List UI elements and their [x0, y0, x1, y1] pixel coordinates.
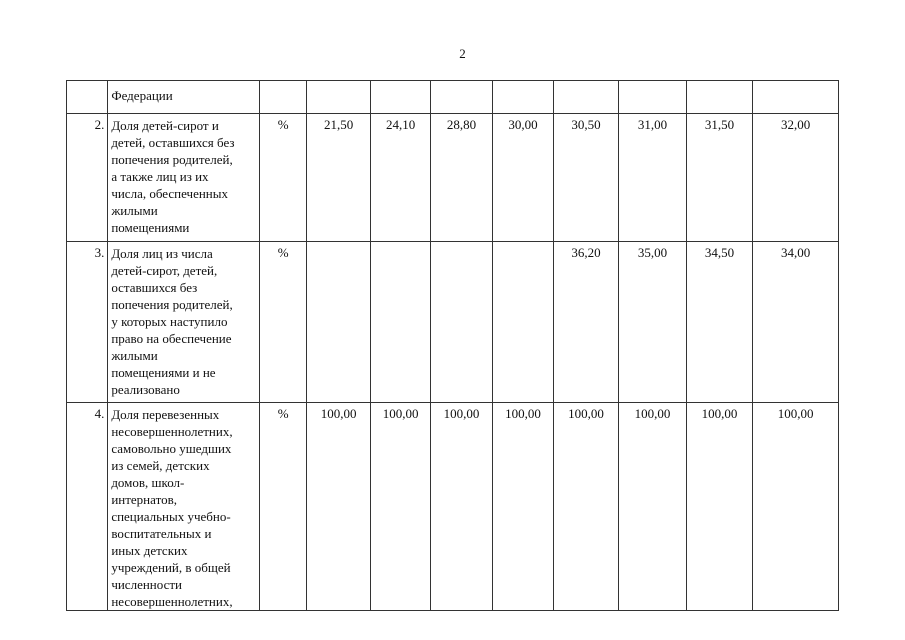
value-cell: 31,00 [619, 114, 687, 242]
value-cell [306, 242, 371, 403]
value-cell: 31,50 [686, 114, 753, 242]
value-cell [371, 242, 430, 403]
indicator-name-cell: Доля детей-сирот и детей, оставшихся без попечения родителей, а также лиц из их числа, обеспеченных жилыми помещениями [108, 114, 260, 242]
value-cell: 36,20 [553, 242, 619, 403]
value-cell: 30,00 [493, 114, 553, 242]
unit-cell: % [260, 114, 306, 242]
value-cell [371, 81, 430, 114]
value-cell [306, 81, 371, 114]
value-cell [553, 81, 619, 114]
value-cell: 100,00 [371, 403, 430, 611]
table-body [67, 81, 839, 611]
indicator-name-cell: Доля перевезенных несовершеннолетних, самовольно ушедших из семей, детских домов, школ- интернатов, специальных учебно- воспитательных и иных детских учреждений, в общей численности несовершеннолетних, [108, 403, 260, 611]
value-cell: 100,00 [686, 403, 753, 611]
value-cell [493, 81, 553, 114]
value-cell: 100,00 [753, 403, 839, 611]
indicator-name-cell: Доля лиц из числа детей-сирот, детей, оставшихся без попечения родителей, у которых наступило право на обеспечение жилыми помещениями и не реализовано [108, 242, 260, 403]
value-cell: 100,00 [619, 403, 687, 611]
row-number-cell: 4. [67, 403, 108, 611]
row-number-cell [67, 81, 108, 114]
unit-cell [260, 81, 306, 114]
table-row [67, 114, 839, 242]
row-number-cell: 3. [67, 242, 108, 403]
indicators-table [66, 80, 839, 611]
value-cell: 34,50 [686, 242, 753, 403]
unit-cell: % [260, 242, 306, 403]
value-cell: 100,00 [306, 403, 371, 611]
value-cell: 100,00 [493, 403, 553, 611]
unit-cell: % [260, 403, 306, 611]
table-row [67, 81, 839, 114]
value-cell [619, 81, 687, 114]
value-cell: 28,80 [430, 114, 492, 242]
value-cell: 100,00 [430, 403, 492, 611]
value-cell [430, 81, 492, 114]
row-number-cell: 2. [67, 114, 108, 242]
value-cell [430, 242, 492, 403]
value-cell: 24,10 [371, 114, 430, 242]
value-cell: 34,00 [753, 242, 839, 403]
value-cell [753, 81, 839, 114]
value-cell [493, 242, 553, 403]
table-row [67, 242, 839, 403]
value-cell: 30,50 [553, 114, 619, 242]
table-row [67, 403, 839, 611]
value-cell: 21,50 [306, 114, 371, 242]
indicator-name-cell: Федерации [108, 81, 260, 114]
value-cell [686, 81, 753, 114]
value-cell: 35,00 [619, 242, 687, 403]
value-cell: 32,00 [753, 114, 839, 242]
page-number: 2 [459, 46, 466, 61]
value-cell: 100,00 [553, 403, 619, 611]
